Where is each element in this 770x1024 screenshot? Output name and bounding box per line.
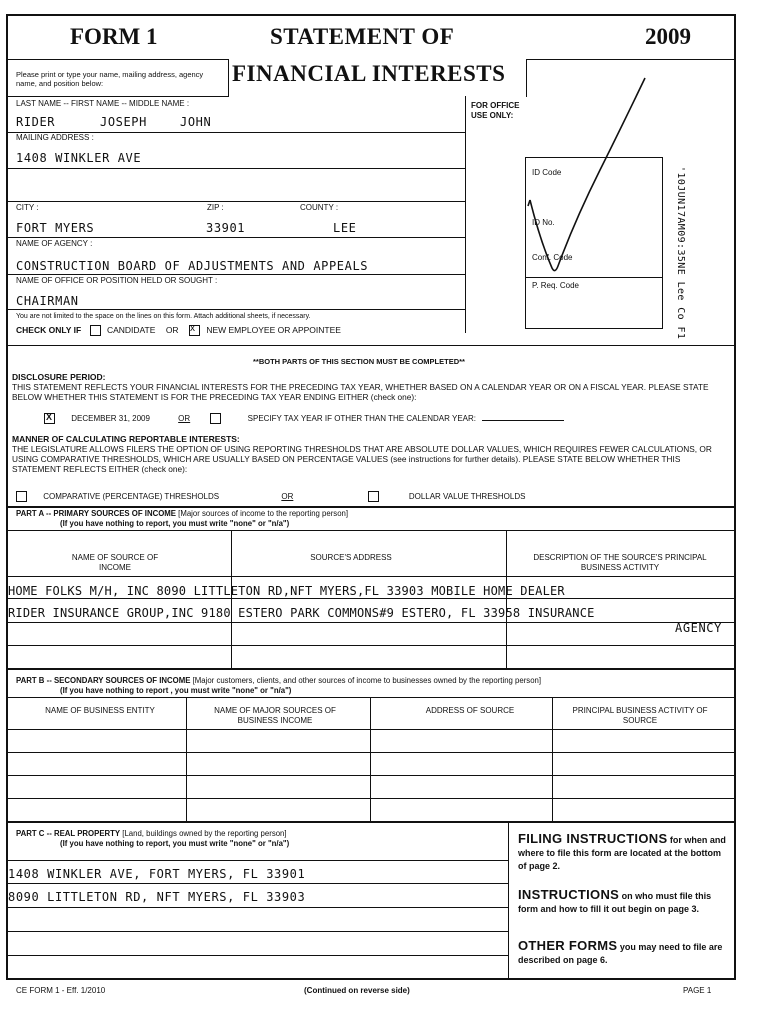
new-employee-label: NEW EMPLOYEE OR APPOINTEE [206,325,341,335]
first-name-value[interactable]: JOSEPH [100,115,147,129]
dollar-label: DOLLAR VALUE THRESHOLDS [408,491,526,501]
filing-instructions [518,833,730,872]
address-value[interactable]: 1408 WINKLER AVE [16,151,142,165]
specify-checkbox[interactable] [210,413,221,424]
middle-name-value[interactable]: JOHN [180,115,212,129]
threshold-choice-row [16,491,525,502]
part-b-title: PART B -- SECONDARY SOURCES OF INCOME [16,676,191,685]
p-req-code-label: P. Req. Code [532,281,579,290]
part-a-col1-header: NAME OF SOURCE OF INCOME [71,553,159,572]
city-label: CITY : [16,203,39,212]
part-a-col3-header: DESCRIPTION OF THE SOURCE'S PRINCIPAL BUSINESS ACTIVITY [533,553,707,572]
print-instructions: Please print or type your name, mailing address, agency name, and position below: [16,70,204,88]
candidate-checkbox[interactable] [90,325,101,336]
name-label: LAST NAME -- FIRST NAME -- MIDDLE NAME : [16,99,190,108]
new-employee-checkbox[interactable] [189,325,200,336]
period-or-label: OR [178,413,191,423]
specify-label: SPECIFY TAX YEAR IF OTHER THAN THE CALENDAR YEAR: [247,413,476,423]
position-label: NAME OF OFFICE OR POSITION HELD OR SOUGHT : [16,276,218,285]
agency-value[interactable]: CONSTRUCTION BOARD OF ADJUSTMENTS AND APPEALS [16,259,369,273]
part-b-subtitle: (If you have nothing to report , you must write "none" or "n/a") [60,686,292,695]
conf-code-label: Conf. Code [532,253,573,262]
filing-instructions-heading: FILING INSTRUCTIONS [518,831,668,846]
part-c-title-row [16,829,287,838]
county-label: COUNTY : [300,203,339,212]
part-c-row-2[interactable]: 8090 LITTLETON RD, NFT MYERS, FL 33903 [8,890,306,904]
address-label: MAILING ADDRESS : [16,133,94,142]
part-a-title: PART A -- PRIMARY SOURCES OF INCOME [16,509,176,518]
how-to-instructions [518,889,730,915]
form-label: FORM 1 [70,24,158,49]
form-year: 2009 [645,24,691,49]
part-a-title-row [16,509,348,518]
filing-instructions-text: for when and where to file this form are located at the bottom of page 2. [518,835,726,871]
part-b-col4-header: PRINCIPAL BUSINESS ACTIVITY OF SOURCE [572,706,708,725]
receipt-stamp: '10JUN17AM09:35NE Lee Co F1 [675,166,686,340]
threshold-or-label: OR [281,491,294,501]
manner-title: MANNER OF CALCULATING REPORTABLE INTERESTS: [12,434,240,444]
period-choice-row [44,413,564,424]
instructions-heading: INSTRUCTIONS [518,887,620,902]
part-a-row-2-cont[interactable]: AGENCY [675,621,722,635]
new-employee-check-mark: x [189,323,195,335]
both-parts-note: **BOTH PARTS OF THIS SECTION MUST BE COMPLETED** [253,357,465,366]
dec31-check-mark: X [46,412,53,422]
dollar-checkbox[interactable] [368,491,379,502]
part-a-row-2[interactable]: RIDER INSURANCE GROUP,INC 9180 ESTERO PARK COMMONS#9 ESTERO, FL 33958 INSURANCE [8,606,595,620]
part-a-row-1[interactable]: HOME FOLKS M/H, INC 8090 LITTLETON RD,NFT MYERS,FL 33903 MOBILE HOME DEALER [8,584,565,598]
specify-blank-line[interactable] [482,420,564,421]
comparative-checkbox[interactable] [16,491,27,502]
part-a-title-note: [Major sources of income to the reporting person] [178,509,349,518]
other-forms-note [518,940,730,966]
part-c-title: PART C -- REAL PROPERTY [16,829,121,838]
part-b-col1-header: NAME OF BUSINESS ENTITY [45,706,155,715]
zip-label: ZIP : [207,203,224,212]
part-c-title-note: [Land, buildings owned by the reporting person] [122,829,287,838]
other-forms-text: you may need to file are described on page 6. [518,942,723,965]
disclosure-period-text: THIS STATEMENT REFLECTS YOUR FINANCIAL INTERESTS FOR THE PRECEDING TAX YEAR, WHETHER BASED ON A CALENDAR YEAR OR ON A FISCAL YEAR. PLEASE STATE BELOW WHETHER THIS STATEMENT IS FOR THE PRECEDING TAX YEAR ENDING EITHER (check one): [12,382,709,402]
agency-label: NAME OF AGENCY : [16,239,93,248]
zip-value[interactable]: 33901 [206,221,246,235]
form-title-line2: FINANCIAL INTERESTS [232,61,506,86]
form-title-line1: STATEMENT OF [270,24,455,49]
part-c-row-1[interactable]: 1408 WINKLER AVE, FORT MYERS, FL 33901 [8,867,306,881]
county-value[interactable]: LEE [333,221,357,235]
check-only-label: CHECK ONLY IF [16,325,82,335]
disclosure-period-title: DISCLOSURE PERIOD: [12,372,106,382]
part-c-subtitle: (If you have nothing to report, you must write "none" or "n/a") [60,839,290,848]
city-value[interactable]: FORT MYERS [16,221,95,235]
id-no-label: ID No. [532,218,555,227]
part-b-col2-header: NAME OF MAJOR SOURCES OF BUSINESS INCOME [214,706,336,725]
dec31-checkbox[interactable] [44,413,55,424]
other-forms-heading: OTHER FORMS [518,938,618,953]
space-note: You are not limited to the space on the lines on this form. Attach additional sheets, if necessary. [16,313,311,320]
footer-page-number: PAGE 1 [683,986,712,995]
part-b-col3-header: ADDRESS OF SOURCE [425,706,515,715]
part-b-title-row [16,676,541,685]
dec31-label: DECEMBER 31, 2009 [71,413,150,423]
check-only-row [16,325,341,336]
part-a-subtitle: (If you have nothing to report, you must write "none" or "n/a") [60,519,290,528]
id-code-label: ID Code [532,168,562,177]
checkmark-scribble [500,60,680,300]
comparative-label: COMPARATIVE (PERCENTAGE) THRESHOLDS [43,491,220,501]
footer-continued: (Continued on reverse side) [304,986,410,995]
footer-form-id: CE FORM 1 - Eff. 1/2010 [16,986,106,995]
position-value[interactable]: CHAIRMAN [16,294,79,308]
check-or-label: OR [165,325,179,335]
part-b-title-note: [Major customers, clients, and other sources of income to businesses owned by the reporting person] [192,676,542,685]
part-a-col2-header: SOURCE'S ADDRESS [310,553,392,562]
office-use-label: FOR OFFICE USE ONLY: [471,101,520,120]
manner-text: THE LEGISLATURE ALLOWS FILERS THE OPTION OF USING REPORTING THRESHOLDS THAT ARE ABSOLUTE DOLLAR VALUES, WHICH REQUIRES FEWER CALCULATIONS, OR USING COMPARATIVE THRESHOLDS, WHICH ARE USUALLY BASED ON PERCENTAGE VALUES (see instructions for further details). PLEASE STATE BELOW WHETHER THIS STATEMENT REFLECTS EITHER (check one): [12,444,712,474]
last-name-value[interactable]: RIDER [16,115,56,129]
instructions-text: on who must file this form and how to fill it out begin on page 3. [518,891,712,914]
candidate-label: CANDIDATE [106,325,156,335]
